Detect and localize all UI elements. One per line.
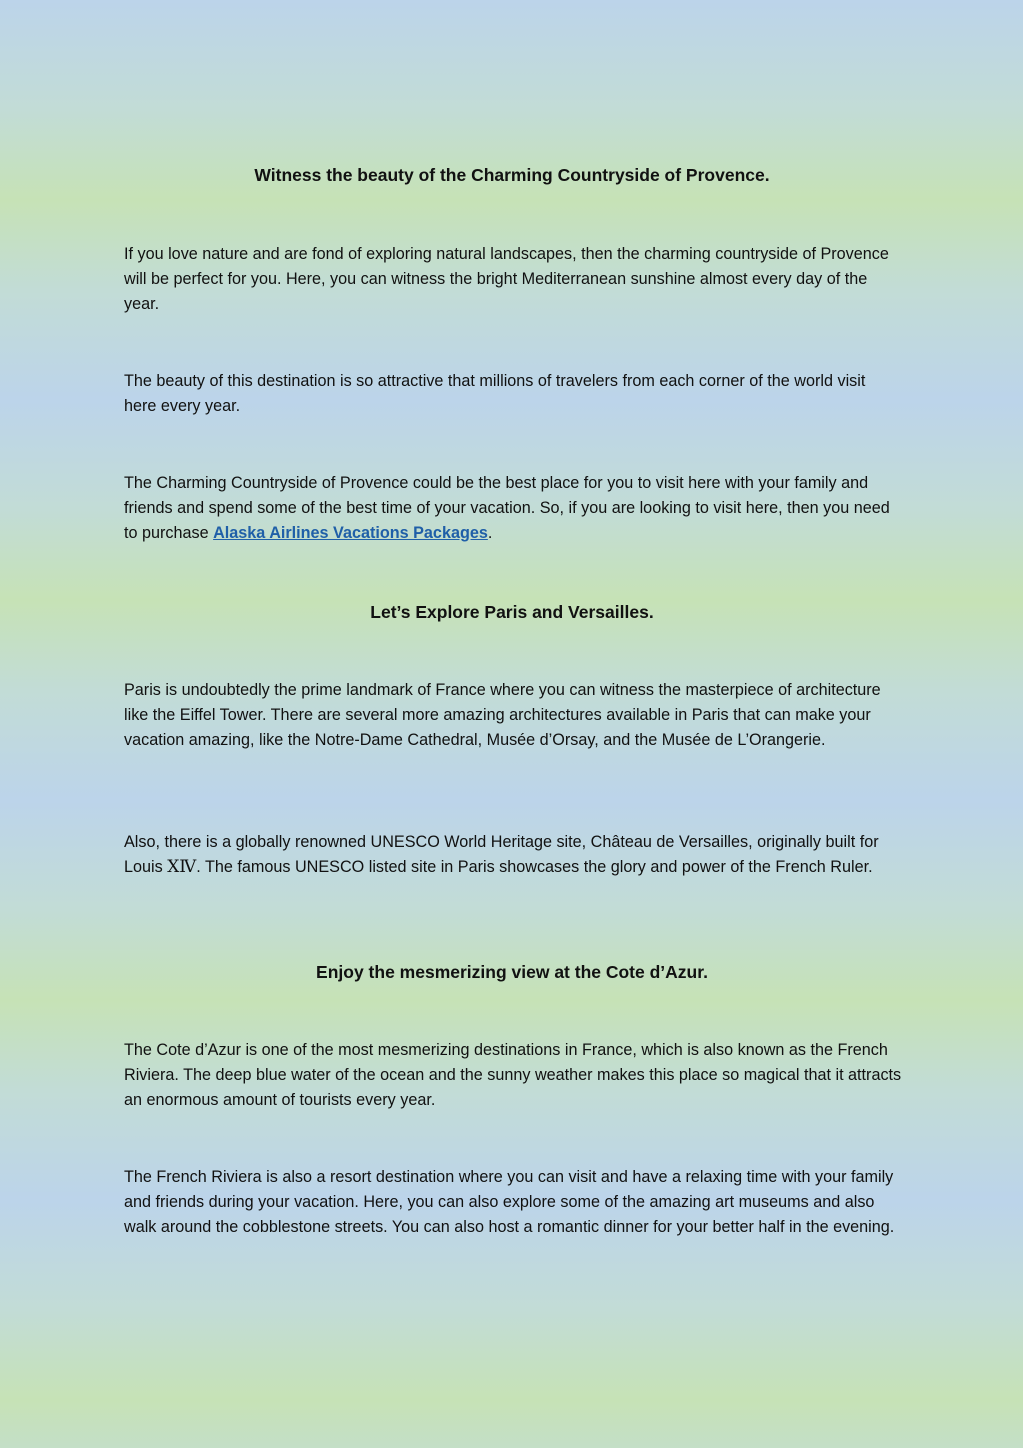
paragraph-paris-landmarks: Paris is undoubtedly the prime landmark of France where you can witness the masterpiece of architecture like the Eiffel Tower. There are several more amazing architectures available in Paris that can make your vacation amazing, like the Notre-Dame Cathedral, Musée d’Orsay, and the Musée de L’Orangerie. [124,681,881,749]
paragraph-provence-beauty: The beauty of this destination is so attractive that millions of travelers from each corner of the world visit here every year. [124,372,866,415]
heading-provence: Witness the beauty of the Charming Countryside of Provence. [254,165,770,185]
paragraph-french-riviera: The French Riviera is also a resort destination where you can visit and have a relaxing time with your family and friends during your vacation. Here, you can also explore some of the amazing art museums and also walk around the cobblestone streets. You can also host a romantic dinner for your better half in the evening. [124,1168,895,1236]
paragraph-provence-closing [124,471,902,546]
heading-paris: Let’s Explore Paris and Versailles. [370,602,654,622]
paragraph-versailles-text: Also, there is a globally renowned UNESCO World Heritage site, Château de Versailles, originally built for Louis [124,833,879,876]
paragraph-cote-dazur: The Cote d’Azur is one of the most mesmerizing destinations in France, which is also known as the French Riviera. The deep blue water of the ocean and the sunny weather makes this place so magical that it attracts an enormous amount of tourists every year. [124,1041,902,1109]
paragraph-provence-intro: If you love nature and are fond of exploring natural landscapes, then the charming countryside of Provence will be perfect for you. Here, you can witness the bright Mediterranean sunshine almost every day of the year. [124,245,889,313]
paragraph-provence-closing-text: The Charming Countryside of Provence could be the best place for you to visit here with your family and friends and spend some of the best time of your vacation. So, if you are looking to visit here, then you need to purchase [124,474,890,542]
heading-cote-dazur: Enjoy the mesmerizing view at the Cote d’Azur. [316,962,708,982]
paragraph-provence-closing-end: . [487,524,493,542]
paragraph-versailles-end: . The famous UNESCO listed site in Paris showcases the glory and power of the French Ruler. [196,858,873,876]
roman-numeral: ⅩⅣ [167,857,197,877]
paragraph-versailles [124,830,902,880]
vacation-packages-link[interactable]: Alaska Airlines Vacations Packages [213,524,488,542]
